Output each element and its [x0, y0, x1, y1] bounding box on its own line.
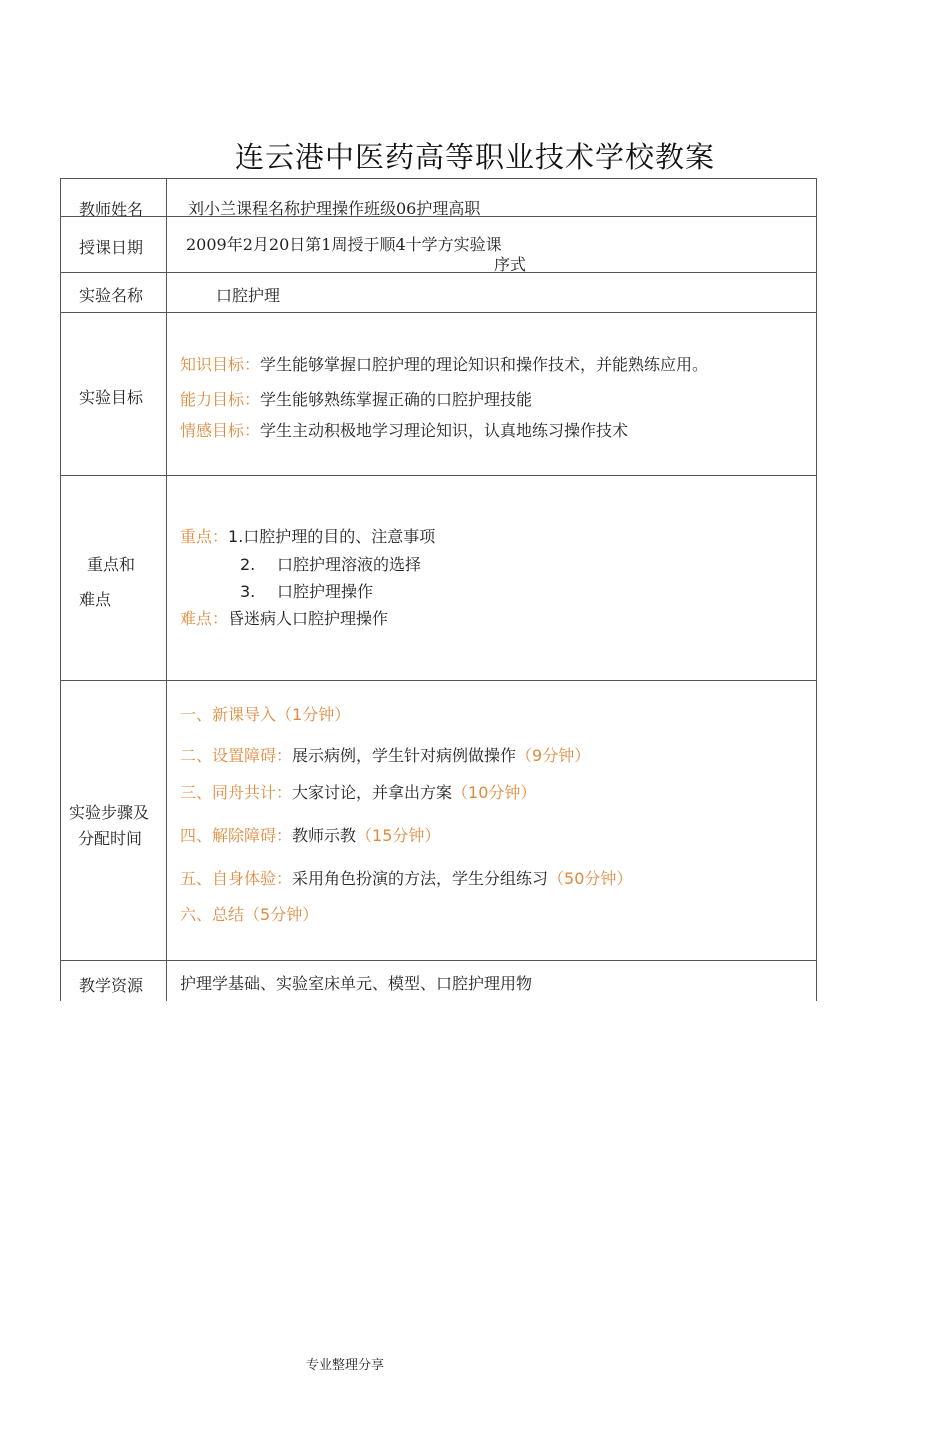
- label-key-points-line2: 难点: [79, 590, 112, 609]
- value-date-line2: 序式: [494, 255, 527, 274]
- label-cell: [60, 476, 167, 680]
- key-point-text: 口腔护理操作: [277, 582, 374, 601]
- step-key: 二、设置障碍：: [180, 746, 293, 765]
- value-teacher: 刘小兰课程名称护理操作班级06护理高职: [188, 199, 481, 218]
- step-item: [180, 823, 440, 846]
- key-point-num: 2.: [240, 555, 256, 574]
- value-cell: [166, 179, 817, 216]
- step-item: [180, 780, 536, 803]
- label-cell: [60, 217, 167, 272]
- label-cell: [60, 313, 167, 475]
- step-key: 三、同舟共计：: [180, 783, 293, 802]
- step-time: （10分钟）: [452, 783, 537, 802]
- value-date-line1: 2009年2月20日第1周授于顺4十学方实验课: [186, 235, 502, 254]
- step-key: 一、新课导入: [180, 705, 277, 724]
- difficulty-item: [180, 606, 388, 629]
- footer-note: 专业整理分享: [306, 1358, 385, 1373]
- step-item: [180, 702, 350, 725]
- label-cell: [60, 961, 167, 1001]
- step-text: 采用角色扮演的方法，学生分组练习: [292, 869, 549, 888]
- objective-text: 学生主动积极地学习理论知识，认真地练习操作技术: [260, 421, 629, 440]
- row-exp-name: [60, 272, 817, 312]
- step-key: 五、自身体验：: [180, 869, 293, 888]
- label-cell: [60, 681, 167, 960]
- value-cell: [166, 681, 817, 960]
- step-key: 四、解除障碍：: [180, 826, 293, 845]
- row-objectives: [60, 312, 817, 475]
- key-point-text: 口腔护理的目的、注意事项: [243, 527, 436, 546]
- value-cell: [166, 313, 817, 475]
- step-text: 教师示教: [292, 826, 357, 845]
- objective-item: [180, 352, 708, 375]
- label-date: 授课日期: [79, 238, 144, 257]
- value-resources: 护理学基础、实验室床单元、模型、口腔护理用物: [180, 974, 533, 993]
- objective-text: 学生能够熟练掌握正确的口腔护理技能: [260, 390, 533, 409]
- objective-item: [180, 418, 628, 441]
- page-title: 连云港中医药高等职业技术学校教案: [234, 140, 715, 174]
- row-date: [60, 216, 817, 272]
- step-time: （15分钟）: [356, 826, 441, 845]
- difficulty-label: 难点：: [180, 609, 229, 628]
- row-teacher: [60, 178, 817, 219]
- label-steps-line1: 实验步骤及: [69, 803, 150, 822]
- lesson-plan-table: [60, 178, 817, 1001]
- step-time: （1分钟）: [276, 705, 351, 724]
- step-item: [180, 902, 318, 925]
- label-key-points-line1: 重点和: [87, 555, 136, 574]
- step-item: [180, 743, 590, 766]
- label-cell: [60, 273, 167, 312]
- key-point-item: [240, 579, 373, 602]
- objective-key: 情感目标：: [180, 421, 261, 440]
- row-steps: [60, 680, 817, 960]
- step-time: （5分钟）: [244, 905, 319, 924]
- key-point-item: [240, 552, 421, 575]
- key-point-item: [180, 524, 435, 547]
- row-resources: [60, 960, 817, 1001]
- step-time: （9分钟）: [516, 746, 591, 765]
- key-point-num: 3.: [240, 582, 256, 601]
- label-objectives: 实验目标: [79, 388, 144, 407]
- key-points-label: 重点：: [180, 527, 229, 546]
- label-resources: 教学资源: [79, 976, 144, 995]
- objective-text: 学生能够掌握口腔护理的理论知识和操作技术，并能熟练应用。: [260, 355, 709, 374]
- value-cell: [166, 273, 817, 312]
- value-cell: [166, 476, 817, 680]
- key-point-text: 口腔护理溶液的选择: [277, 555, 422, 574]
- step-text: 展示病例，学生针对病例做操作: [292, 746, 517, 765]
- value-cell: [166, 217, 817, 272]
- difficulty-text: 昏迷病人口腔护理操作: [228, 609, 389, 628]
- label-steps-line2: 分配时间: [78, 829, 143, 848]
- step-key: 六、总结: [180, 905, 245, 924]
- objective-key: 知识目标：: [180, 355, 261, 374]
- row-key-points: [60, 475, 817, 680]
- objective-item: [180, 387, 532, 410]
- objective-key: 能力目标：: [180, 390, 261, 409]
- step-item: [180, 866, 632, 889]
- label-exp-name: 实验名称: [79, 286, 144, 305]
- label-cell: [60, 179, 167, 219]
- value-exp-name: 口腔护理: [216, 286, 281, 305]
- key-point-num: 1.: [228, 527, 244, 546]
- step-text: 大家讨论，并拿出方案: [292, 783, 453, 802]
- step-time: （50分钟）: [548, 869, 633, 888]
- label-teacher: 教师姓名: [79, 200, 144, 219]
- value-cell: [166, 961, 817, 1001]
